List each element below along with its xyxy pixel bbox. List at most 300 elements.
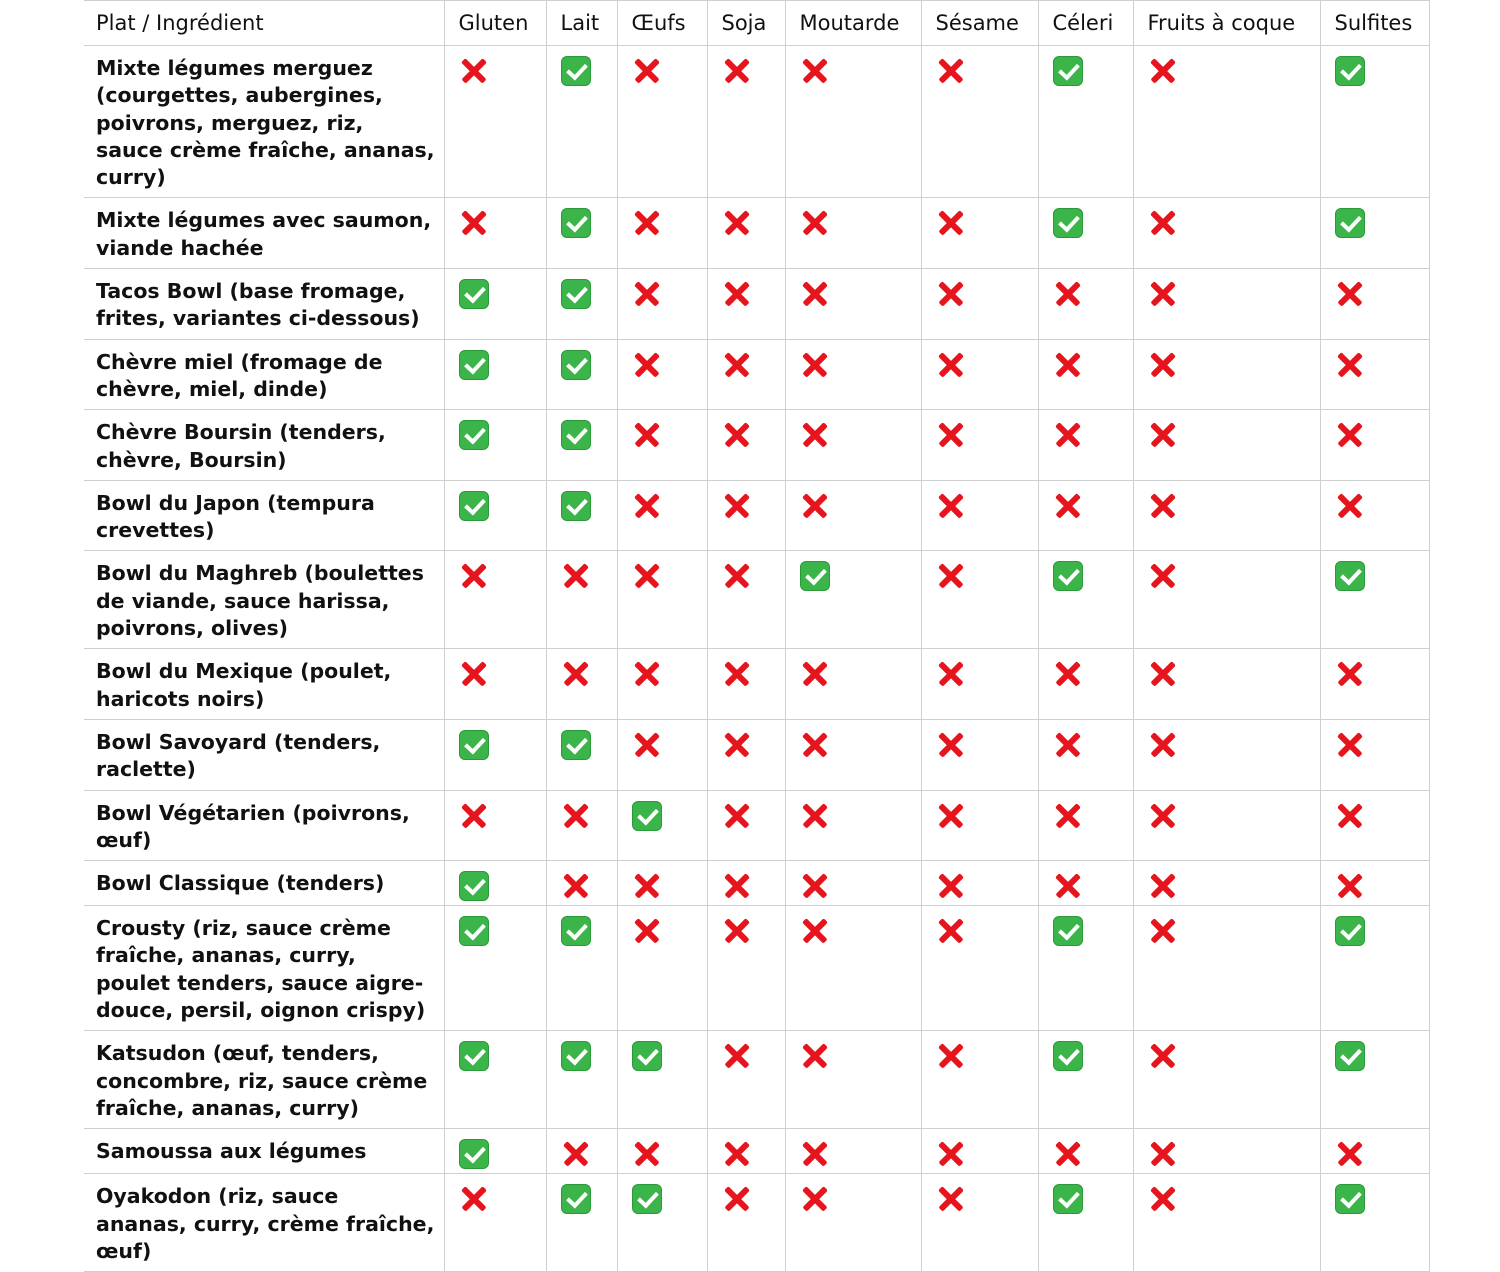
allergen-cell xyxy=(707,551,785,649)
allergen-cell xyxy=(1320,1129,1429,1174)
cross-mark-icon xyxy=(459,208,489,238)
cross-mark-icon xyxy=(1053,659,1083,689)
table-row xyxy=(84,410,1429,481)
cross-mark-icon xyxy=(1335,871,1365,901)
table-row xyxy=(84,1129,1429,1174)
allergen-cell xyxy=(1320,551,1429,649)
dish-name: Samoussa aux légumes xyxy=(84,1129,444,1174)
allergen-cell xyxy=(785,1031,921,1129)
cross-mark-icon xyxy=(632,730,662,760)
cross-mark-icon xyxy=(1148,1041,1178,1071)
dish-name: Bowl Classique (tenders) xyxy=(84,861,444,906)
allergen-cell xyxy=(1320,649,1429,720)
cross-mark-icon xyxy=(1148,916,1178,946)
table-row xyxy=(84,649,1429,720)
cross-mark-icon xyxy=(1148,279,1178,309)
allergen-cell xyxy=(1038,1031,1133,1129)
cross-mark-icon xyxy=(936,491,966,521)
dish-name: Bowl Savoyard (tenders, raclette) xyxy=(84,719,444,790)
cross-mark-icon xyxy=(722,1184,752,1214)
cross-mark-icon xyxy=(632,491,662,521)
allergen-cell xyxy=(546,790,617,861)
check-mark-icon xyxy=(561,491,591,521)
cross-mark-icon xyxy=(722,350,752,380)
cross-mark-icon xyxy=(800,56,830,86)
cross-mark-icon xyxy=(459,561,489,591)
table-row xyxy=(84,906,1429,1031)
cross-mark-icon xyxy=(800,801,830,831)
allergen-cell xyxy=(785,719,921,790)
cross-mark-icon xyxy=(722,1139,752,1169)
cross-mark-icon xyxy=(561,871,591,901)
allergen-cell xyxy=(546,861,617,906)
allergen-cell xyxy=(546,649,617,720)
allergen-cell xyxy=(617,480,707,551)
allergen-cell xyxy=(1133,790,1320,861)
cross-mark-icon xyxy=(1335,730,1365,760)
cross-mark-icon xyxy=(722,561,752,591)
cross-mark-icon xyxy=(1148,491,1178,521)
cross-mark-icon xyxy=(722,871,752,901)
allergen-cell xyxy=(1133,861,1320,906)
cross-mark-icon xyxy=(1148,801,1178,831)
cross-mark-icon xyxy=(1148,420,1178,450)
allergen-cell xyxy=(785,198,921,269)
allergen-cell xyxy=(707,339,785,410)
allergen-cell xyxy=(1320,198,1429,269)
check-mark-icon xyxy=(561,350,591,380)
table-row xyxy=(84,46,1429,198)
table-row xyxy=(84,269,1429,340)
cross-mark-icon xyxy=(459,1184,489,1214)
allergen-cell xyxy=(1038,480,1133,551)
cross-mark-icon xyxy=(1148,659,1178,689)
cross-mark-icon xyxy=(800,916,830,946)
cross-mark-icon xyxy=(1053,1139,1083,1169)
check-mark-icon xyxy=(459,279,489,309)
allergen-cell xyxy=(546,906,617,1031)
check-mark-icon xyxy=(459,871,489,901)
cross-mark-icon xyxy=(1335,659,1365,689)
allergen-cell xyxy=(1133,198,1320,269)
cross-mark-icon xyxy=(561,659,591,689)
allergen-cell xyxy=(617,269,707,340)
header-dish: Plat / Ingrédient xyxy=(84,1,444,46)
table-row xyxy=(84,1174,1429,1272)
allergen-cell xyxy=(785,46,921,198)
allergen-cell xyxy=(617,649,707,720)
check-mark-icon xyxy=(459,350,489,380)
check-mark-icon xyxy=(561,208,591,238)
cross-mark-icon xyxy=(936,730,966,760)
allergen-cell xyxy=(1038,861,1133,906)
cross-mark-icon xyxy=(1053,420,1083,450)
cross-mark-icon xyxy=(936,420,966,450)
allergen-cell xyxy=(617,861,707,906)
check-mark-icon xyxy=(632,1041,662,1071)
allergen-cell xyxy=(921,410,1038,481)
allergen-cell xyxy=(785,339,921,410)
allergen-cell xyxy=(1320,906,1429,1031)
check-mark-icon xyxy=(561,279,591,309)
cross-mark-icon xyxy=(800,208,830,238)
allergen-cell xyxy=(921,1174,1038,1272)
dish-name: Chèvre miel (fromage de chèvre, miel, dinde) xyxy=(84,339,444,410)
check-mark-icon xyxy=(1053,1041,1083,1071)
check-mark-icon xyxy=(800,561,830,591)
header-allergen: Sulfites xyxy=(1320,1,1429,46)
allergen-cell xyxy=(546,551,617,649)
allergen-cell xyxy=(1320,269,1429,340)
check-mark-icon xyxy=(1053,561,1083,591)
cross-mark-icon xyxy=(632,208,662,238)
allergen-cell xyxy=(707,198,785,269)
check-mark-icon xyxy=(561,1041,591,1071)
cross-mark-icon xyxy=(1053,730,1083,760)
cross-mark-icon xyxy=(632,871,662,901)
cross-mark-icon xyxy=(936,279,966,309)
cross-mark-icon xyxy=(632,56,662,86)
allergen-cell xyxy=(1038,1174,1133,1272)
check-mark-icon xyxy=(632,1184,662,1214)
table-row xyxy=(84,551,1429,649)
cross-mark-icon xyxy=(459,56,489,86)
cross-mark-icon xyxy=(1053,491,1083,521)
allergen-cell xyxy=(617,198,707,269)
allergen-cell xyxy=(921,1129,1038,1174)
dish-name: Mixte légumes merguez (courgettes, aubergines, poivrons, merguez, riz, sauce crème fraîche, ananas, curry) xyxy=(84,46,444,198)
allergen-cell xyxy=(921,790,1038,861)
table-row xyxy=(84,861,1429,906)
allergen-cell xyxy=(707,1174,785,1272)
check-mark-icon xyxy=(561,730,591,760)
header-row xyxy=(84,1,1429,46)
cross-mark-icon xyxy=(459,659,489,689)
allergen-cell xyxy=(707,719,785,790)
cross-mark-icon xyxy=(800,420,830,450)
cross-mark-icon xyxy=(1148,1139,1178,1169)
cross-mark-icon xyxy=(1148,561,1178,591)
allergen-cell xyxy=(1320,861,1429,906)
cross-mark-icon xyxy=(936,1184,966,1214)
allergen-cell xyxy=(707,1031,785,1129)
allergen-cell xyxy=(785,480,921,551)
allergen-cell xyxy=(1038,790,1133,861)
dish-name: Katsudon (œuf, tenders, concombre, riz, sauce crème fraîche, ananas, curry) xyxy=(84,1031,444,1129)
table-row xyxy=(84,719,1429,790)
cross-mark-icon xyxy=(1053,279,1083,309)
cross-mark-icon xyxy=(1335,491,1365,521)
header-allergen: Œufs xyxy=(617,1,707,46)
allergen-cell xyxy=(707,790,785,861)
cross-mark-icon xyxy=(632,279,662,309)
cross-mark-icon xyxy=(459,801,489,831)
cross-mark-icon xyxy=(936,1139,966,1169)
cross-mark-icon xyxy=(1335,420,1365,450)
cross-mark-icon xyxy=(632,561,662,591)
allergen-cell xyxy=(1320,480,1429,551)
allergen-cell xyxy=(1038,1129,1133,1174)
allergen-cell xyxy=(546,339,617,410)
allergen-cell xyxy=(785,790,921,861)
cross-mark-icon xyxy=(936,801,966,831)
header-allergen: Lait xyxy=(546,1,617,46)
cross-mark-icon xyxy=(800,730,830,760)
check-mark-icon xyxy=(561,56,591,86)
check-mark-icon xyxy=(1053,56,1083,86)
cross-mark-icon xyxy=(1053,350,1083,380)
check-mark-icon xyxy=(561,1184,591,1214)
cross-mark-icon xyxy=(1148,350,1178,380)
dish-name: Mixte légumes avec saumon, viande hachée xyxy=(84,198,444,269)
allergen-cell xyxy=(1038,198,1133,269)
cross-mark-icon xyxy=(722,491,752,521)
check-mark-icon xyxy=(1335,1041,1365,1071)
allergen-cell xyxy=(1320,46,1429,198)
check-mark-icon xyxy=(561,420,591,450)
allergen-cell xyxy=(921,906,1038,1031)
allergen-cell xyxy=(617,46,707,198)
allergen-cell xyxy=(707,269,785,340)
cross-mark-icon xyxy=(936,659,966,689)
cross-mark-icon xyxy=(561,801,591,831)
cross-mark-icon xyxy=(800,1041,830,1071)
allergen-cell xyxy=(444,861,546,906)
header-allergen: Fruits à coque xyxy=(1133,1,1320,46)
allergen-cell xyxy=(1133,551,1320,649)
allergen-cell xyxy=(617,1031,707,1129)
allergen-cell xyxy=(1133,480,1320,551)
allergen-cell xyxy=(546,1031,617,1129)
allergen-cell xyxy=(1133,649,1320,720)
check-mark-icon xyxy=(1335,561,1365,591)
allergen-cell xyxy=(1038,410,1133,481)
allergen-cell xyxy=(444,790,546,861)
allergen-cell xyxy=(921,269,1038,340)
allergen-cell xyxy=(707,410,785,481)
allergen-cell xyxy=(444,339,546,410)
allergen-cell xyxy=(617,551,707,649)
table-row xyxy=(84,790,1429,861)
check-mark-icon xyxy=(1053,208,1083,238)
allergen-cell xyxy=(617,339,707,410)
check-mark-icon xyxy=(632,801,662,831)
cross-mark-icon xyxy=(800,659,830,689)
cross-mark-icon xyxy=(936,350,966,380)
check-mark-icon xyxy=(561,916,591,946)
cross-mark-icon xyxy=(722,801,752,831)
cross-mark-icon xyxy=(936,1041,966,1071)
cross-mark-icon xyxy=(800,871,830,901)
allergen-cell xyxy=(1133,719,1320,790)
allergen-cell xyxy=(444,46,546,198)
cross-mark-icon xyxy=(936,871,966,901)
cross-mark-icon xyxy=(800,491,830,521)
allergen-cell xyxy=(1320,1031,1429,1129)
cross-mark-icon xyxy=(722,1041,752,1071)
cross-mark-icon xyxy=(561,1139,591,1169)
allergen-cell xyxy=(785,861,921,906)
allergen-cell xyxy=(921,1031,1038,1129)
allergen-cell xyxy=(1038,719,1133,790)
allergen-cell xyxy=(785,1129,921,1174)
dish-name: Bowl du Maghreb (boulettes de viande, sauce harissa, poivrons, olives) xyxy=(84,551,444,649)
cross-mark-icon xyxy=(936,56,966,86)
check-mark-icon xyxy=(1335,56,1365,86)
allergen-cell xyxy=(1038,269,1133,340)
allergen-cell xyxy=(1038,551,1133,649)
allergen-cell xyxy=(1320,719,1429,790)
cross-mark-icon xyxy=(800,1184,830,1214)
cross-mark-icon xyxy=(800,1139,830,1169)
cross-mark-icon xyxy=(722,659,752,689)
allergen-cell xyxy=(707,906,785,1031)
allergen-cell xyxy=(546,46,617,198)
check-mark-icon xyxy=(1335,1184,1365,1214)
allergen-cell xyxy=(617,719,707,790)
allergen-cell xyxy=(921,649,1038,720)
cross-mark-icon xyxy=(722,730,752,760)
check-mark-icon xyxy=(1053,916,1083,946)
allergen-cell xyxy=(785,269,921,340)
allergen-cell xyxy=(1133,906,1320,1031)
allergen-cell xyxy=(546,1129,617,1174)
allergen-cell xyxy=(1320,1174,1429,1272)
cross-mark-icon xyxy=(632,1139,662,1169)
allergen-cell xyxy=(785,649,921,720)
allergen-cell xyxy=(444,906,546,1031)
header-allergen: Céleri xyxy=(1038,1,1133,46)
table-row xyxy=(84,339,1429,410)
dish-name: Bowl Végétarien (poivrons, œuf) xyxy=(84,790,444,861)
allergen-cell xyxy=(921,46,1038,198)
allergen-table-container xyxy=(84,0,1416,1263)
header-allergen: Sésame xyxy=(921,1,1038,46)
allergen-cell xyxy=(444,649,546,720)
check-mark-icon xyxy=(459,730,489,760)
cross-mark-icon xyxy=(1148,871,1178,901)
allergen-cell xyxy=(617,410,707,481)
cross-mark-icon xyxy=(561,561,591,591)
cross-mark-icon xyxy=(800,350,830,380)
cross-mark-icon xyxy=(800,279,830,309)
allergen-cell xyxy=(617,1174,707,1272)
allergen-cell xyxy=(1133,410,1320,481)
allergen-cell xyxy=(444,719,546,790)
cross-mark-icon xyxy=(722,916,752,946)
cross-mark-icon xyxy=(632,350,662,380)
allergen-cell xyxy=(707,480,785,551)
allergen-cell xyxy=(444,198,546,269)
allergen-cell xyxy=(444,480,546,551)
cross-mark-icon xyxy=(722,420,752,450)
cross-mark-icon xyxy=(632,420,662,450)
allergen-cell xyxy=(785,410,921,481)
check-mark-icon xyxy=(459,1139,489,1169)
allergen-cell xyxy=(546,480,617,551)
dish-name: Crousty (riz, sauce crème fraîche, ananas, curry, poulet tenders, sauce aigre-douce, persil, oignon crispy) xyxy=(84,906,444,1031)
check-mark-icon xyxy=(459,916,489,946)
allergen-cell xyxy=(1038,339,1133,410)
cross-mark-icon xyxy=(632,659,662,689)
allergen-cell xyxy=(707,861,785,906)
allergen-cell xyxy=(785,906,921,1031)
check-mark-icon xyxy=(1335,208,1365,238)
check-mark-icon xyxy=(459,491,489,521)
check-mark-icon xyxy=(1053,1184,1083,1214)
allergen-cell xyxy=(617,1129,707,1174)
allergen-cell xyxy=(921,480,1038,551)
allergen-cell xyxy=(444,1174,546,1272)
check-mark-icon xyxy=(459,420,489,450)
allergen-cell xyxy=(1133,339,1320,410)
cross-mark-icon xyxy=(1335,279,1365,309)
allergen-cell xyxy=(921,551,1038,649)
cross-mark-icon xyxy=(936,916,966,946)
allergen-cell xyxy=(546,1174,617,1272)
allergen-cell xyxy=(1133,46,1320,198)
header-allergen: Soja xyxy=(707,1,785,46)
allergen-cell xyxy=(1320,410,1429,481)
allergen-cell xyxy=(1038,906,1133,1031)
allergen-cell xyxy=(921,719,1038,790)
allergen-cell xyxy=(444,551,546,649)
allergen-table xyxy=(84,0,1430,1272)
allergen-cell xyxy=(546,719,617,790)
allergen-cell xyxy=(617,906,707,1031)
cross-mark-icon xyxy=(722,208,752,238)
cross-mark-icon xyxy=(1335,1139,1365,1169)
allergen-cell xyxy=(617,790,707,861)
allergen-cell xyxy=(1320,339,1429,410)
cross-mark-icon xyxy=(1148,208,1178,238)
allergen-cell xyxy=(444,410,546,481)
allergen-cell xyxy=(921,861,1038,906)
allergen-cell xyxy=(444,1129,546,1174)
dish-name: Bowl du Mexique (poulet, haricots noirs) xyxy=(84,649,444,720)
allergen-cell xyxy=(921,339,1038,410)
allergen-cell xyxy=(707,1129,785,1174)
cross-mark-icon xyxy=(1148,56,1178,86)
cross-mark-icon xyxy=(936,561,966,591)
allergen-cell xyxy=(444,269,546,340)
allergen-cell xyxy=(1133,269,1320,340)
allergen-cell xyxy=(546,198,617,269)
cross-mark-icon xyxy=(936,208,966,238)
header-allergen: Gluten xyxy=(444,1,546,46)
dish-name: Bowl du Japon (tempura crevettes) xyxy=(84,480,444,551)
allergen-cell xyxy=(546,269,617,340)
allergen-cell xyxy=(921,198,1038,269)
table-row xyxy=(84,480,1429,551)
allergen-cell xyxy=(785,551,921,649)
allergen-cell xyxy=(707,649,785,720)
cross-mark-icon xyxy=(1053,801,1083,831)
allergen-cell xyxy=(1320,790,1429,861)
cross-mark-icon xyxy=(1148,1184,1178,1214)
table-row xyxy=(84,1031,1429,1129)
allergen-cell xyxy=(1133,1129,1320,1174)
allergen-cell xyxy=(1133,1174,1320,1272)
allergen-cell xyxy=(707,46,785,198)
cross-mark-icon xyxy=(632,916,662,946)
allergen-cell xyxy=(785,1174,921,1272)
allergen-cell xyxy=(1038,46,1133,198)
cross-mark-icon xyxy=(722,56,752,86)
dish-name: Chèvre Boursin (tenders, chèvre, Boursin) xyxy=(84,410,444,481)
allergen-cell xyxy=(1038,649,1133,720)
cross-mark-icon xyxy=(722,279,752,309)
